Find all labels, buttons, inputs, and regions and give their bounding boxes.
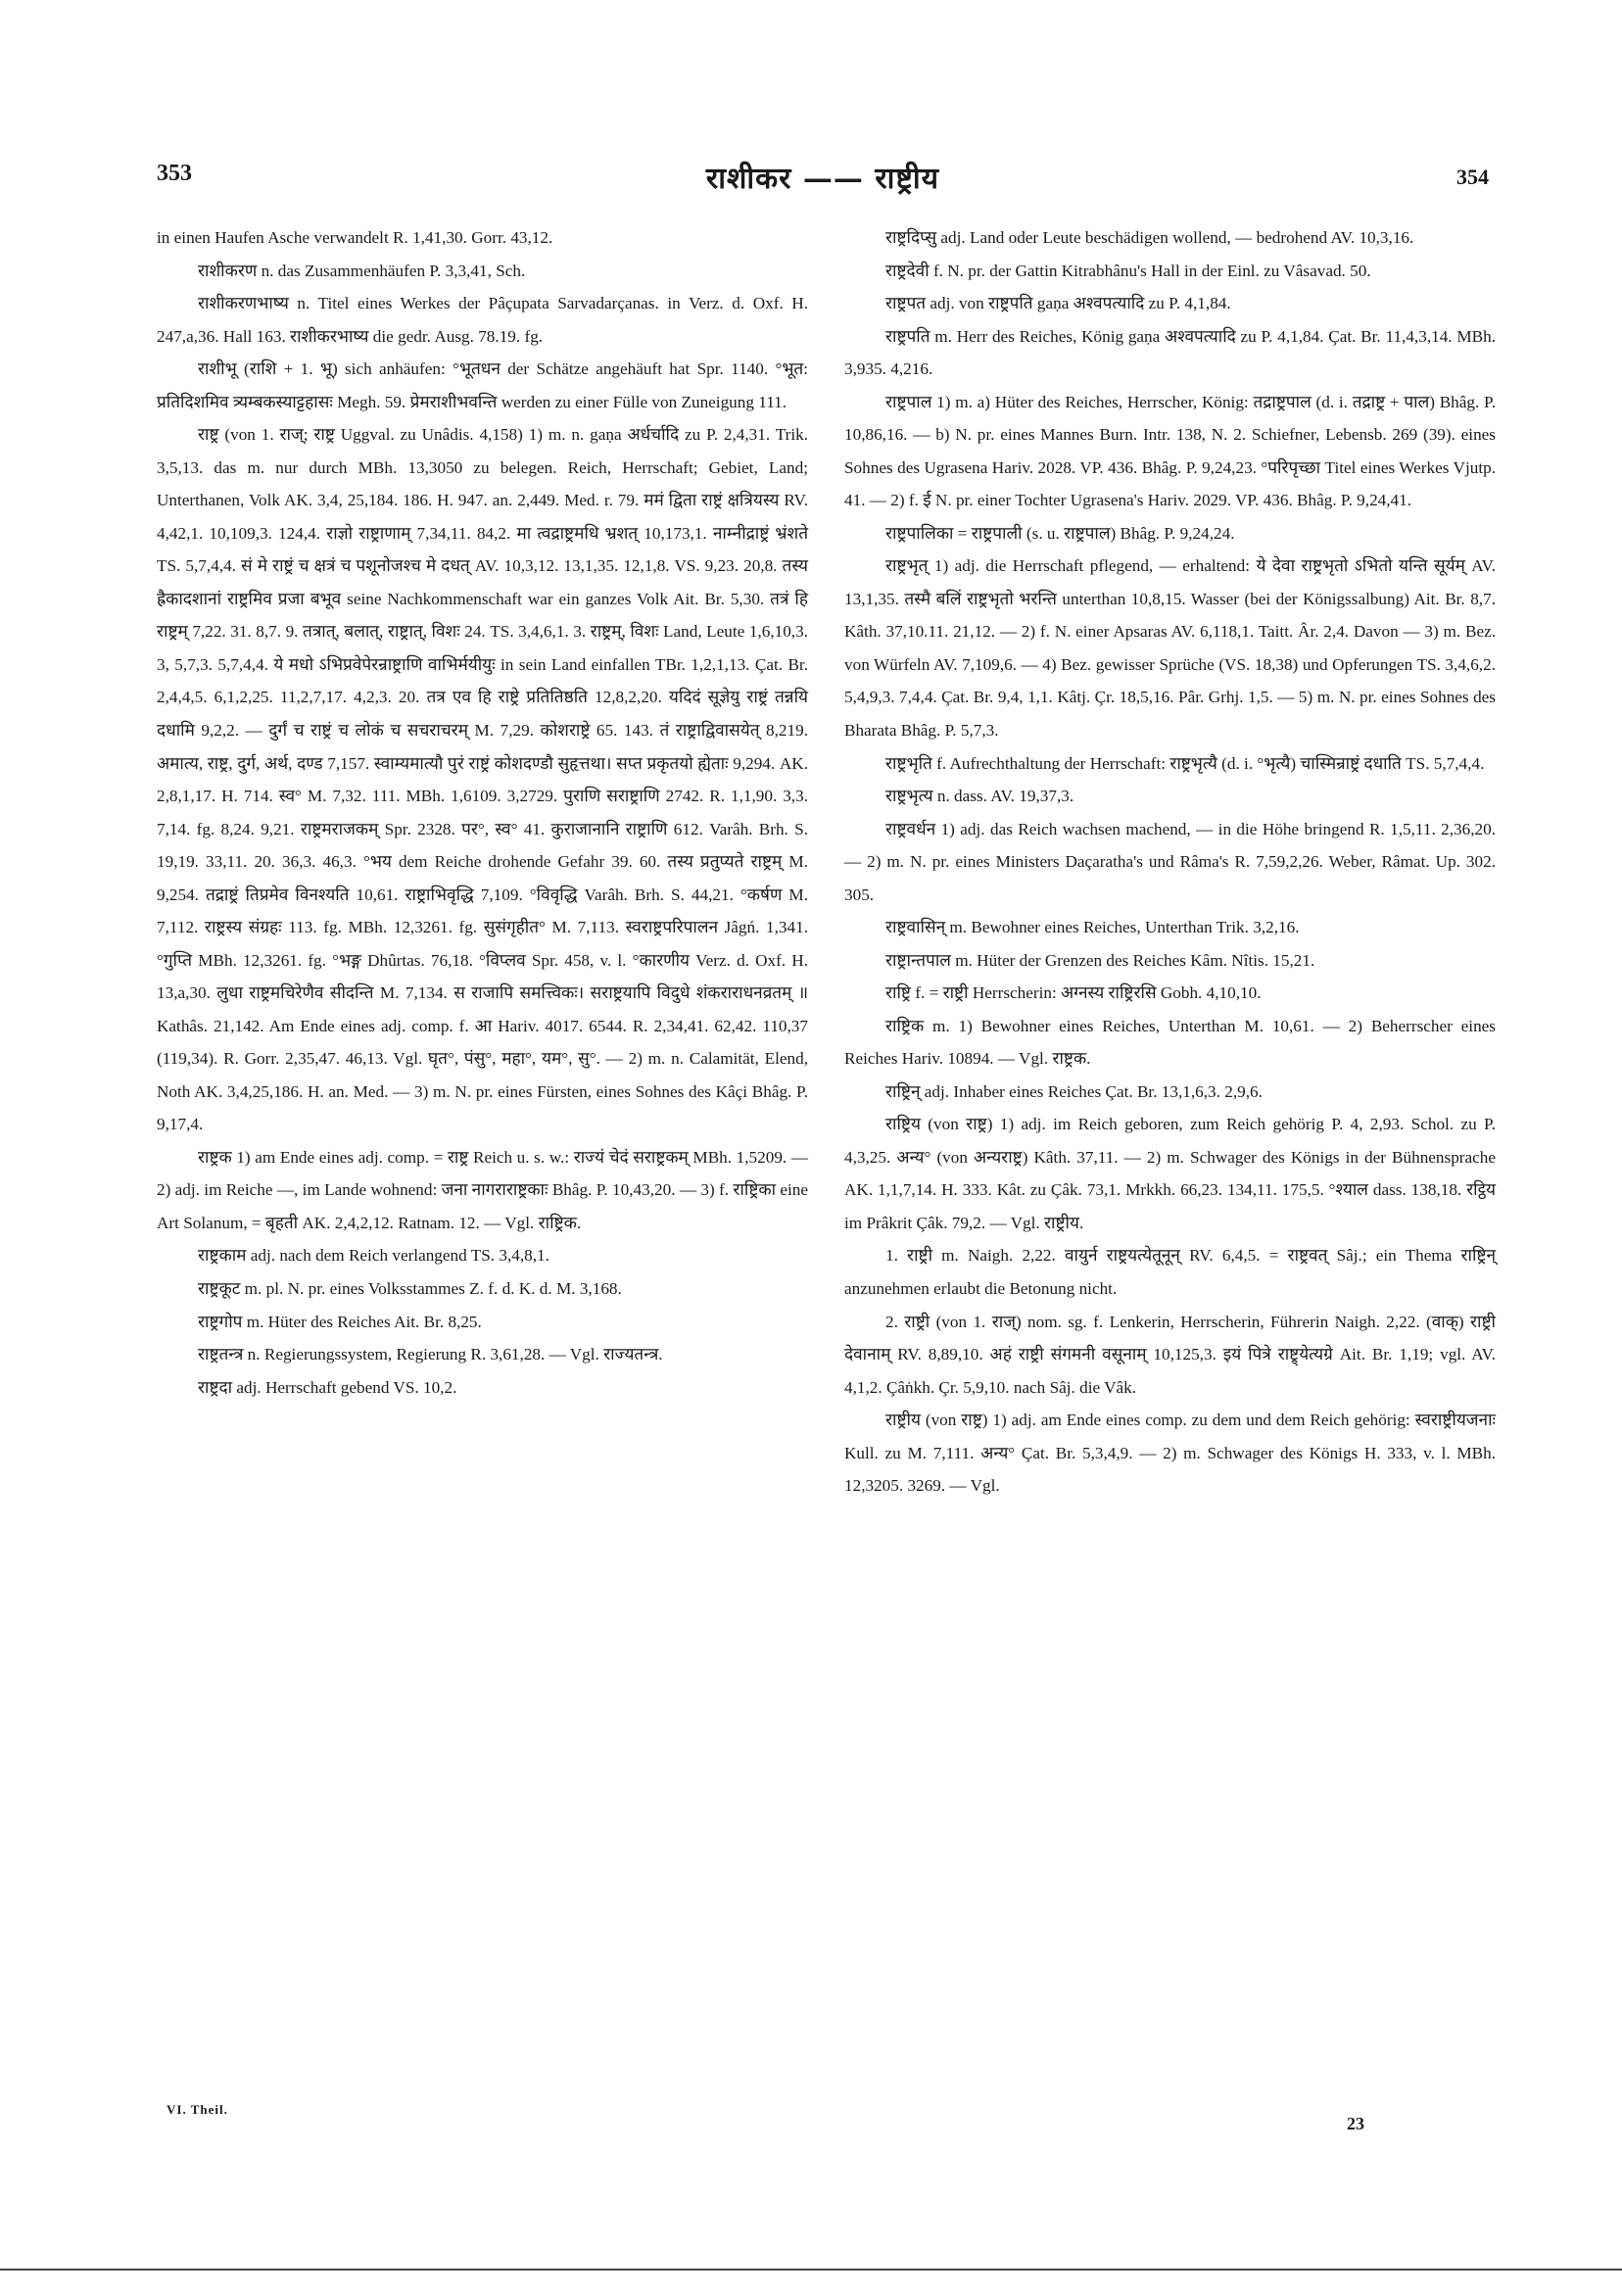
entry-rashtri-1: 1. राष्ट्री m. Naigh. 2,22. वायुर्न राष्ट्रयत्येतूनून् RV. 6,4,5. = राष्ट्रवत् Sâj.; ein Thema राष्ट्रिन् anzunehmen erlaubt die Betonung nicht. bbox=[844, 1246, 1496, 1298]
entry-rashtrapalika: राष्ट्रपालिका = राष्ट्रपाली (s. u. राष्ट्रपाल) Bhâg. P. 9,24,24. bbox=[885, 523, 1235, 543]
entry-rashtri-f: राष्ट्रि f. = राष्ट्री Herrscherin: अग्नस्य राष्ट्रिरसि Gobh. 4,10,10. bbox=[885, 983, 1262, 1003]
entry-rashtriya-2: राष्ट्रीय (von राष्ट्र) 1) adj. am Ende eines comp. zu dem und dem Reich gehörig: स्वराष्ट्रीयजनाः Kull. zu M. 7,111. अन्य° Çat. Br. 5,3,4,9. — 2) m. Schwager des Königs H. 333, v. l. MBh. 12,3205. 3269. — Vgl. bbox=[844, 1411, 1496, 1496]
entry-rashikarana: राशीकरण n. das Zusammenhäufen P. 3,3,41, Sch. bbox=[198, 261, 526, 280]
entry-rashtra: राष्ट्र (von 1. राज्; राष्ट्र Uggval. zu Unâdis. 4,158) 1) m. n. gaṇa अर्धर्चादि zu P. 2,4,31. Trik. 3,5,13. das m. nur durch MBh. 13,3050 zu belegen. Reich, Herrschaft; Gebiet, Land; Unterthanen, Volk AK. 3,4, 25,184. 186. H. 947. an. 2,449. Med. r. 79. ममं द्विता राष्ट्रं क्षत्रियस्य RV. 4,42,1. 10,109,3. 124,4. राज्ञो राष्ट्राणाम् 7,34,11. 84,2. मा त्वद्राष्ट्रमधि भ्रशत् 10,173,1. नाम्नीद्राष्ट्रं भ्रंशते TS. 5,7,4,4. सं मे राष्ट्रं च क्षत्रं च पशूनोजश्च मे दधत् AV. 10,3,12. 13,1,35. 12,1,8. VS. 9,23. 20,8. तस्य ह्रैकादशानां राष्ट्रमिव प्रजा बभूव seine Nachkommenschaft war ein ganzes Volk Ait. Br. 5,30. तत्रं हि राष्ट्रम् 7,22. 31. 8,7. 9. तत्रात्, बलात्, राष्ट्रात्, विशः 24. TS. 3,4,6,1. 3. राष्ट्रम्, विशः Land, Leute 1,6,10,3. 3, 5,7,3. 5,7,4,4. ये मधो ऽभिप्रवेपेरन्राष्ट्राणि वाभिर्मयीयुः in sein Land einfallen TBr. 1,2,1,13. Çat. Br. 2,4,4,5. 6,1,2,25. 11,2,7,17. 4,2,3. 20. तत्र एव हि राष्ट्रे प्रतितिष्ठति 12,8,2,20. यदिदं सूज्ञेयु राष्ट्रं तन्नयि दधामि 9,2,2. — दुर्गं च राष्ट्रं च लोकं च सचराचरम् M. 7,29. कोशराष्ट्रे 65. 143. तं राष्ट्राद्विवासयेत् 8,219. अमात्य, राष्ट्र, दुर्ग, अर्थ, दण्ड 7,157. स्वाम्यमात्यौ पुरं राष्ट्रं कोशदण्डौ सुहृत्तथा। सप्त प्रकृतयो ह्येताः 9,294. AK. 2,8,1,17. H. 714. स्व° M. 7,32. 111. MBh. 1,6109. 3,2729. पुराणि सराष्ट्राणि 2742. R. 1,1,90. 3,3. 7,14. fg. 8,24. 9,21. राष्ट्रमराजकम् Spr. 2328. पर°, स्व° 41. कुराजानानि राष्ट्राणि 612. Varâh. Brh. S. 19,19. 33,11. 20. 36,3. 46,3. °भय dem Reiche drohende Gefahr 39. 60. तस्य प्रतुप्यते राष्ट्रम् M. 9,254. तद्राष्ट्रं तिप्रमेव विनश्यति 10,61. राष्ट्राभिवृद्धि 7,109. °विवृद्धि Varâh. Brh. S. 44,21. °कर्षण M. 7,112. राष्ट्रस्य संग्रहः 113. fg. MBh. 12,3261. fg. सुसंगृहीत° M. 7,113. स्वराष्ट्रपरिपालन Jâgń. 1,341. °गुप्ति MBh. 12,3261. fg. °भङ्ग Dhûrtas. 76,18. °विप्लव Spr. 458, v. l. °कारणीय Verz. d. Oxf. H. 13,a,30. लुधा राष्ट्रमचिरेणैव सीदन्ति M. 7,134. स राजापि समत्त्विकः। सराष्ट्रयापि विदुधे शंकराराधनव्रतम् ॥ Kathâs. 21,142. Am Ende eines adj. comp. f. आ Hariv. 4017. 6544. R. 2,34,41. 62,42. 110,37 (119,34). R. Gorr. 2,35,47. 46,13. Vgl. घृत°, पंसु°, महा°, यम°, सु°. — 2) m. n. Calamität, Elend, Noth AK. 3,4,25,186. H. an. Med. — 3) m. N. pr. eines Fürsten, eines Sohnes des Kâçi Bhâg. P. 9,17,4. bbox=[157, 425, 808, 1134]
entry-rashtrabhrit: राष्ट्रभृत् 1) adj. die Herrschaft pflegend, — erhaltend: ये देवा राष्ट्रभृतो ऽभितो यन्ति सूर्यम् AV. 13,1,35. तस्मै बलिं राष्ट्रभृतो भरन्ति unterthan 10,8,15. Wasser (bei der Königssalbung) Ait. Br. 8,7. Kâth. 37,10.11. 21,12. — 2) f. N. einer Apsaras AV. 6,118,1. Taitt. Âr. 2,4. Davon — 3) m. Bez. von Würfeln AV. 7,109,6. — 4) Bez. gewisser Sprüche (VS. 18,38) und Opferungen TS. 3,4,6,2. 5,4,9,3. 7,4,4. Çat. Br. 9,4, 1,1. Kâtj. Çr. 18,5,16. Pâr. Grhj. 1,5. — 5) m. N. pr. eines Sohnes des Bharata Bhâg. P. 5,7,3. bbox=[844, 556, 1496, 740]
entry-rashtrabhriti: राष्ट्रभृति f. Aufrechthaltung der Herrschaft: राष्ट्रभृत्यै (d. i. °भृत्यै) चास्मिन्राष्ट्रं दधाति TS. 5,7,4,4. bbox=[885, 753, 1485, 773]
bottom-rule bbox=[0, 2269, 1622, 2271]
entry-rashikaranabhashya: राशीकरणभाष्य n. Titel eines Werkes der Pâçupata Sarvadarçanas. in Verz. d. Oxf. H. 247,a,36. Hall 163. राशीकरभाष्य die gedr. Ausg. 78.19. fg. bbox=[157, 294, 808, 346]
right-column bbox=[844, 221, 1496, 1503]
volume-signature: VI. Theil. bbox=[167, 2102, 228, 2117]
entry-rashtrabhritya: राष्ट्रभृत्य n. dass. AV. 19,37,3. bbox=[885, 787, 1074, 806]
entry-rashibhu: राशीभू (राशि + 1. भू) sich anhäufen: °भूतधन der Schätze angehäuft hat Spr. 1140. °भूत: प्रतिदिशमिव त्र्यम्बकस्याट्टहासः Megh. 59. प्रेमराशीभवन्ति werden zu einer Fülle von Zuneigung 111. bbox=[157, 359, 808, 411]
entry-rashtrin: राष्ट्रिन् adj. Inhaber eines Reiches Çat. Br. 13,1,6,3. 2,9,6. bbox=[885, 1081, 1263, 1101]
entry-rashtrika: राष्ट्रिक m. 1) Bewohner eines Reiches, Unterthan M. 10,61. — 2) Beherrscher eines Reiches Hariv. 10894. — Vgl. राष्ट्रक. bbox=[844, 1016, 1496, 1069]
page-number-left: 353 bbox=[157, 161, 192, 186]
entry-rashtravasin: राष्ट्रवासिन् m. Bewohner eines Reiches, Unterthan Trik. 3,2,16. bbox=[885, 918, 1300, 937]
entry-rashtradevi: राष्ट्रदेवी f. N. pr. der Gattin Kitrabhânu's Hall in der Einl. zu Vâsavad. 50. bbox=[885, 261, 1371, 280]
entry-rashtragopa: राष्ट्रगोप m. Hüter des Reiches Ait. Br. 8,25. bbox=[198, 1312, 482, 1331]
entry-rashtrapata: राष्ट्रपत adj. von राष्ट्रपति gaṇa अश्वपत्यादि zu P. 4,1,84. bbox=[885, 294, 1231, 313]
entry-rashtrakama: राष्ट्रकाम adj. nach dem Reich verlangend TS. 3,4,8,1. bbox=[198, 1246, 549, 1266]
entry-rashtravardhana: राष्ट्रवर्धन 1) adj. das Reich wachsen machend, — in die Höhe bringend R. 1,5,11. 2,36,20. — 2) m. N. pr. eines Ministers Daçaratha's und Râma's R. 7,59,2,26. Weber, Râmat. Up. 302. 305. bbox=[844, 819, 1496, 904]
page-number-right: 354 bbox=[1456, 165, 1489, 189]
page-header bbox=[157, 157, 1489, 206]
sheet-number: 23 bbox=[1347, 2114, 1364, 2133]
entry-rashtrapati: राष्ट्रपति m. Herr des Reiches, König gaṇa अश्वपत्यादि zu P. 4,1,84. Çat. Br. 11,4,3,14. MBh. 3,935. 4,216. bbox=[844, 326, 1496, 379]
entry-rashtrantapala: राष्ट्रान्तपाल m. Hüter der Grenzen des Reiches Kâm. Nîtis. 15,21. bbox=[885, 950, 1315, 970]
entry-rashtriya: राष्ट्रिय (von राष्ट्र) 1) adj. im Reich geboren, zum Reich gehörig P. 4, 2,93. Schol. zu P. 4,3,25. अन्य° (von अन्यराष्ट्र) Kâth. 37,11. — 2) m. Schwager des Königs in der Bühnensprache AK. 1,1,7,14. H. 333. Kât. zu Çâk. 73,1. Mrkkh. 66,23. 134,11. 175,5. °श्याल dass. 138,18. रट्ठिय im Prâkrit Çâk. 79,2. — Vgl. राष्ट्रीय. bbox=[844, 1115, 1496, 1232]
entry-rashtrakuta: राष्ट्रकूट m. pl. N. pr. eines Volksstammes Z. f. d. K. d. M. 3,168. bbox=[198, 1279, 622, 1298]
entry-rashtradipsu: राष्ट्रदिप्सु adj. Land oder Leute beschädigen wollend, — bedrohend AV. 10,3,16. bbox=[885, 228, 1414, 247]
entry-rashtratantra: राष्ट्रतन्त्र n. Regierungssystem, Regierung R. 3,61,28. — Vgl. राज्यतन्त्र. bbox=[198, 1345, 663, 1364]
entry-continuation: in einen Haufen Asche verwandelt R. 1,41,30. Gorr. 43,12. bbox=[157, 228, 553, 247]
left-column bbox=[157, 221, 808, 1404]
entry-rashtrada: राष्ट्रदा adj. Herrschaft gebend VS. 10,2. bbox=[198, 1377, 457, 1397]
entry-rashtri-2: 2. राष्ट्री (von 1. राज्) nom. sg. f. Lenkerin, Herrscherin, Führerin Naigh. 2,22. (वाक्) राष्ट्री देवानाम् RV. 8,89,10. अहं राष्ट्री संगमनी वसूनाम् 10,125,3. इयं पित्रे राष्ट्र्येत्यग्रे Ait. Br. 1,19; vgl. AV. 4,1,2. Çâṅkh. Çr. 5,9,10. nach Sâj. die Vâk. bbox=[844, 1312, 1496, 1397]
running-title: राशीकर —— राष्ट्रीय bbox=[705, 162, 940, 196]
entry-rashtrapala: राष्ट्रपाल 1) m. a) Hüter des Reiches, Herrscher, König: तद्राष्ट्रपाल (d. i. तद्राष्ट्र + पाल) Bhâg. P. 10,86,16. — b) N. pr. eines Mannes Burn. Intr. 138, N. 2. Schiefner, Lebensb. 269 (39). eines Sohnes des Ugrasena Hariv. 2028. VP. 436. Bhâg. P. 9,24,23. °परिपृच्छा Titel eines Werkes Vjutp. 41. — 2) f. ई N. pr. einer Tochter Ugrasena's Hariv. 2029. VP. 436. Bhâg. P. 9,24,41. bbox=[844, 392, 1496, 510]
entry-rashtraka: राष्ट्रक 1) am Ende eines adj. comp. = राष्ट्र Reich u. s. w.: राज्यं चेदं सराष्ट्रकम् MBh. 1,5209. — 2) adj. im Reiche —, im Lande wohnend: जना नागराराष्ट्रकाः Bhâg. P. 10,43,20. — 3) f. राष्ट्रिका eine Art Solanum, = बृहती AK. 2,4,2,12. Ratnam. 12. — Vgl. राष्ट्रिक. bbox=[157, 1147, 808, 1232]
